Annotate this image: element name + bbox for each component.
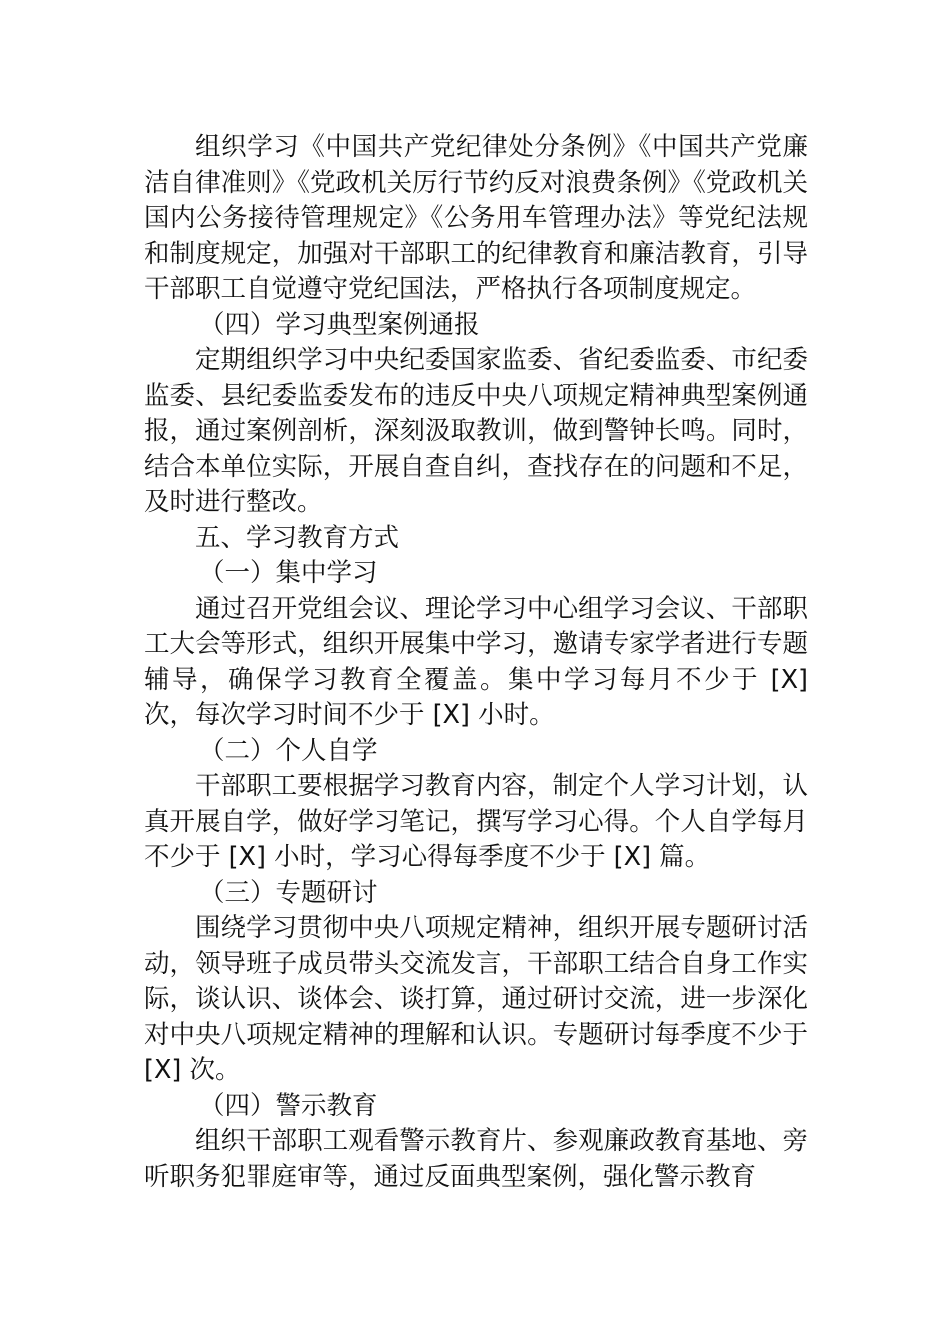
heading-centralized-study: （一）集中学习: [199, 558, 378, 588]
paragraph-centralized-study: 通过召开党组会议、理论学习中心组学习会议、干部职工大会等形式，组织开展集中学习，邀请专家学者进行专题辅导，确保学习教育全覆盖。集中学习每月不少于 [X] 次，每次学习时间不少于 [X] 小时。: [144, 593, 808, 730]
paragraph-warning-education: 组织干部职工观看警示教育片、参观廉政教育基地、旁听职务犯罪庭审等，通过反面典型案例，强化警示教育: [144, 1126, 808, 1192]
section-heading-methods: 五、学习教育方式: [195, 522, 400, 553]
heading-self-study: （二）个人自学: [199, 735, 378, 766]
heading-seminar: （三）专题研讨: [199, 877, 378, 908]
paragraph-discipline-study: 组织学习《中国共产党纪律处分条例》《中国共产党廉洁自律准则》《党政机关厉行节约反对浪费条例》《党政机关国内公务接待管理规定》《公务用车管理办法》等党纪法规和制度规定，加强对干部职工的纪律教育和廉洁教育，引导干部职工自觉遵守党纪国法，严格执行各项制度规定。: [144, 132, 808, 304]
paragraph-seminar: 围绕学习贯彻中央八项规定精神，组织开展专题研讨活动，领导班子成员带头交流发言，干部职工结合自身工作实际，谈认识、谈体会、谈打算，通过研讨交流，进一步深化对中央八项规定精神的理解和认识。专题研讨每季度不少于 [X] 次。: [144, 913, 808, 1085]
heading-warning-education: （四）警示教育: [199, 1090, 378, 1121]
document-body: [144, 130, 808, 1195]
paragraph-typical-cases: 定期组织学习中央纪委国家监委、省纪委监委、市纪委监委、县纪委监委发布的违反中央八项规定精神典型案例通报，通过案例剖析，深刻汲取教训，做到警钟长鸣。同时，结合本单位实际，开展自查自纠，查找存在的问题和不足，及时进行整改。: [144, 345, 808, 517]
paragraph-self-study: 干部职工要根据学习教育内容，制定个人学习计划，认真开展自学，做好学习笔记，撰写学习心得。个人自学每月不少于 [X] 小时，学习心得每季度不少于 [X] 篇。: [144, 771, 808, 872]
heading-typical-cases: （四）学习典型案例通报: [199, 309, 480, 340]
